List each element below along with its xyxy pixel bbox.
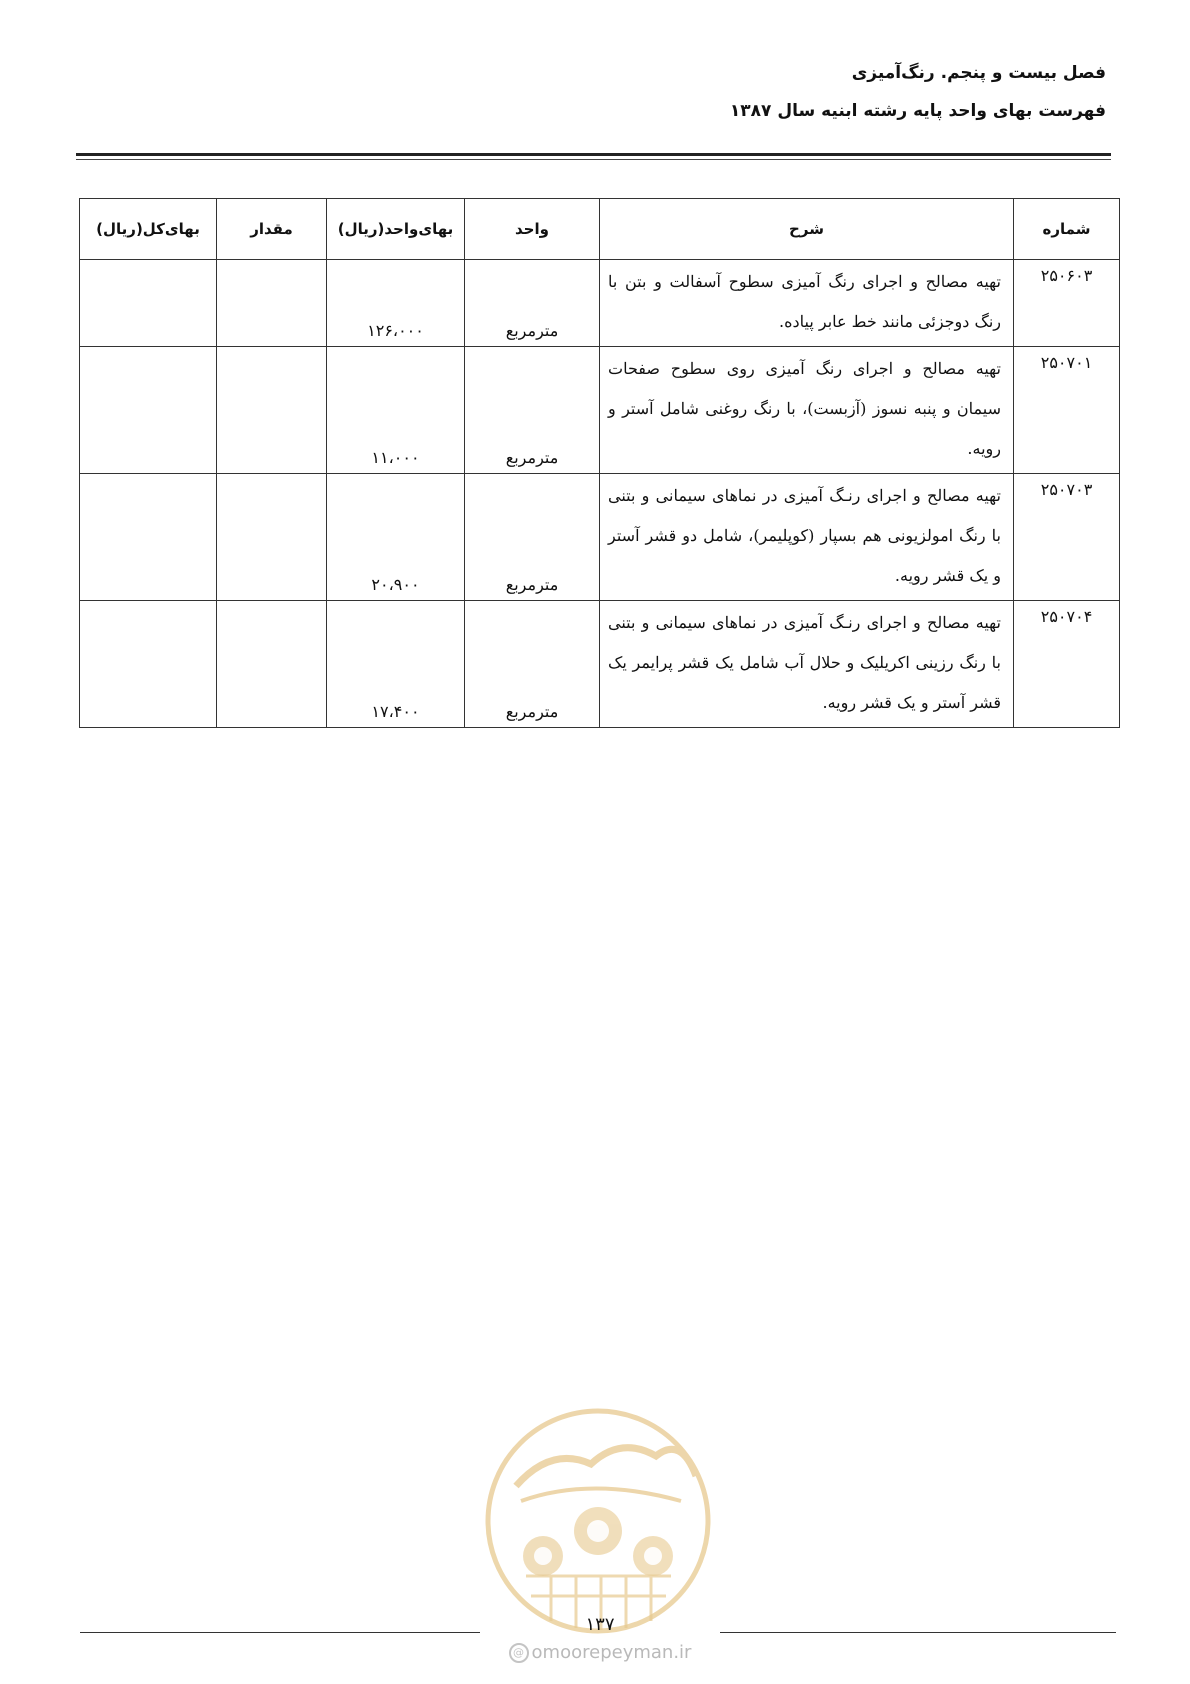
item-number: ۲۵۰۷۰۴ xyxy=(1014,601,1120,728)
watermark-url xyxy=(490,1642,710,1663)
item-description: تهیه مصالح و اجرای رنـگ آمیزی در نماهای سیمانی و بتنی با رنگ امولزیونی هم بسپار (کوپلیمر)، شامل دو قشر آستر و یک قشر رویه. xyxy=(600,474,1014,601)
table-row xyxy=(80,474,1120,601)
page-number: ۱۳۷ xyxy=(585,1614,615,1635)
item-number: ۲۵۰۶۰۳ xyxy=(1014,260,1120,347)
item-quantity xyxy=(217,474,327,601)
table-row xyxy=(80,347,1120,474)
table-header-row xyxy=(80,199,1120,260)
header-total-price: بهای‌کل(ریال) xyxy=(80,199,217,260)
header-quantity: مقدار xyxy=(217,199,327,260)
price-list-table xyxy=(79,198,1120,728)
at-icon: @ xyxy=(509,1643,529,1663)
item-total-price xyxy=(80,347,217,474)
item-quantity xyxy=(217,260,327,347)
seal-logo xyxy=(481,1406,716,1636)
item-unit: مترمربع xyxy=(465,347,600,474)
header-rule-thick xyxy=(76,153,1111,156)
table-row xyxy=(80,260,1120,347)
header-description: شرح xyxy=(600,199,1014,260)
item-total-price xyxy=(80,474,217,601)
footer-rule-right xyxy=(720,1632,1116,1633)
item-quantity xyxy=(217,347,327,474)
list-title: فهرست بهای واحد پایه رشته ابنیه سال ۱۳۸۷ xyxy=(729,101,1106,121)
item-total-price xyxy=(80,601,217,728)
item-description: تهیه مصالح و اجرای رنگ آمیزی سطوح آسفالت و بتن با رنگ دوجزئی مانند خط عابر پیاده. xyxy=(600,260,1014,347)
item-unit: مترمربع xyxy=(465,260,600,347)
item-number: ۲۵۰۷۰۱ xyxy=(1014,347,1120,474)
item-description: تهیه مصالح و اجرای رنگ آمیزی روی سطوح صفحات سیمان و پنبه نسوز (آزبست)، با رنگ روغنی شامل آستر و رویه. xyxy=(600,347,1014,474)
item-unit-price: ۱۲۶،۰۰۰ xyxy=(327,260,465,347)
item-unit-price: ۱۱،۰۰۰ xyxy=(327,347,465,474)
item-total-price xyxy=(80,260,217,347)
item-unit: مترمربع xyxy=(465,601,600,728)
table-row xyxy=(80,601,1120,728)
page-header xyxy=(406,60,1106,124)
item-unit: مترمربع xyxy=(465,474,600,601)
item-number: ۲۵۰۷۰۳ xyxy=(1014,474,1120,601)
item-description: تهیه مصالح و اجرای رنـگ آمیزی در نماهای سیمانی و بتنی با رنگ رزینی اکریلیک و حلال آب شامل یک قشر پرایمر یک قشر آستر و یک قشر رویه. xyxy=(600,601,1014,728)
item-unit-price: ۱۷،۴۰۰ xyxy=(327,601,465,728)
header-unit-price: بهای‌واحد(ریال) xyxy=(327,199,465,260)
item-quantity xyxy=(217,601,327,728)
item-unit-price: ۲۰،۹۰۰ xyxy=(327,474,465,601)
watermark-url-text: omoorepeyman.ir xyxy=(531,1642,692,1663)
header-rule-thin xyxy=(76,159,1111,160)
header-unit: واحد xyxy=(465,199,600,260)
footer-rule-left xyxy=(80,1632,480,1633)
chapter-title: فصل بیست و پنجم. رنگ‌آمیزی xyxy=(851,63,1106,83)
header-number: شماره xyxy=(1014,199,1120,260)
